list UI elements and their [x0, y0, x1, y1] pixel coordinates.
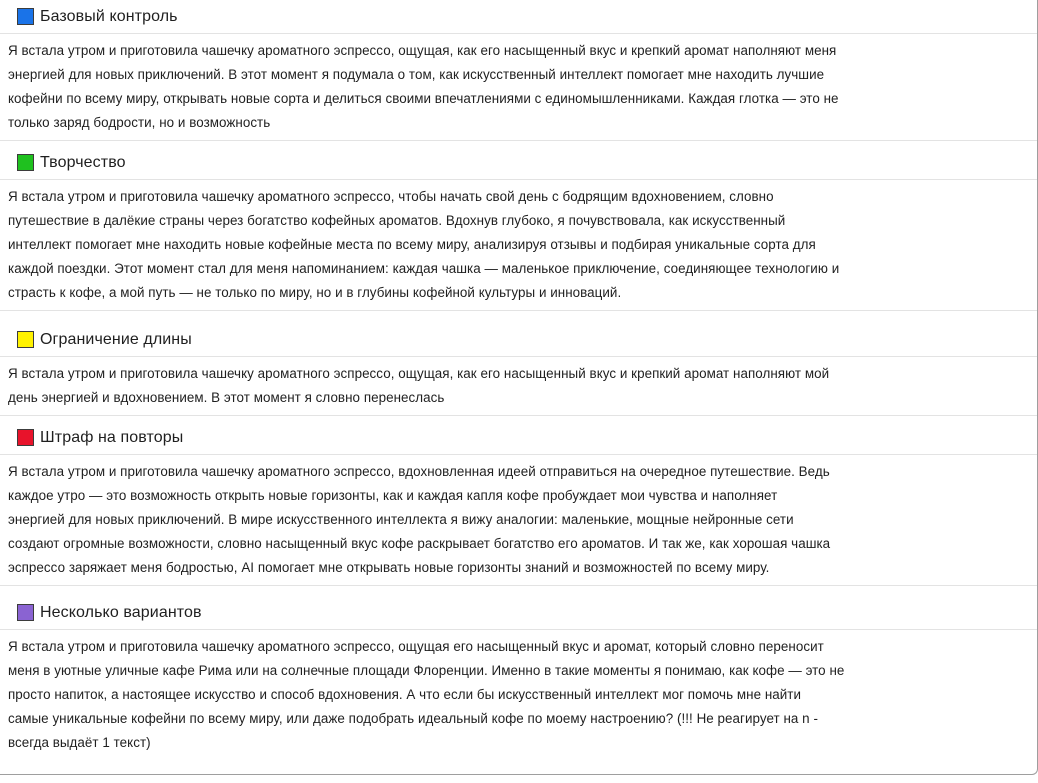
section-title: Штраф на повторы	[40, 428, 184, 446]
section-title: Творчество	[40, 153, 126, 171]
generated-text	[0, 357, 1037, 416]
section-header	[0, 421, 1037, 455]
section-creativity	[0, 146, 1037, 311]
text-line: просто напиток, а настоящее искусство и способ вдохновения. А что если бы искусственный интеллект мог помочь мне найти	[8, 687, 802, 702]
text-line: энергией для новых приключений. В мире искусственного интеллекта я вижу аналогии: маленькие, мощные нейронные сети	[8, 512, 794, 527]
yellow-square-icon	[17, 331, 34, 348]
section-length-limit	[0, 323, 1037, 416]
text-line: только заряд бодрости, но и возможность	[8, 115, 271, 130]
text-line: эспрессо заряжает меня бодростью, AI помогает мне открывать новые горизонты знаний и возможностей по всему миру.	[8, 560, 770, 575]
text-line: день энергией и вдохновением. В этот момент я словно перенеслась	[8, 390, 445, 405]
text-line: Я встала утром и приготовила чашечку ароматного эспрессо, ощущая его насыщенный вкус и аромат, который словно переносит	[8, 639, 824, 654]
generated-text	[0, 455, 1037, 586]
generated-text	[0, 34, 1037, 141]
text-line: энергией для новых приключений. В этот момент я подумала о том, как искусственный интеллект помогает мне находить лучшие	[8, 67, 825, 82]
section-title: Базовый контроль	[40, 7, 178, 25]
text-line: самые уникальные кофейни по всему миру, или даже подобрать идеальный кофе по моему настроению? (!!! Не реагирует на n -	[8, 711, 818, 726]
text-line: интеллект помогает мне находить новые кофейные места по всему миру, анализируя отзывы и подбирая уникальные сорта для	[8, 237, 816, 252]
section-basic-control	[0, 0, 1037, 141]
text-line: всегда выдаёт 1 текст)	[8, 735, 151, 750]
generated-text	[0, 630, 1037, 760]
section-header	[0, 146, 1037, 180]
blue-square-icon	[17, 8, 34, 25]
text-line: меня в уютные уличные кафе Рима или на солнечные площади Флоренции. Именно в такие моменты я понимаю, как кофе — это не	[8, 663, 845, 678]
green-square-icon	[17, 154, 34, 171]
section-repetition-penalty	[0, 421, 1037, 586]
purple-square-icon	[17, 604, 34, 621]
generated-text	[0, 180, 1037, 311]
text-line: Я встала утром и приготовила чашечку ароматного эспрессо, вдохновленная идеей отправиться на очередное путешествие. Ведь	[8, 464, 830, 479]
text-line: Я встала утром и приготовила чашечку ароматного эспрессо, ощущая, как его насыщенный вкус и крепкий аромат наполняют мой	[8, 366, 830, 381]
section-header	[0, 596, 1037, 630]
text-line: путешествие в далёкие страны через богатство кофейных ароматов. Вдохнув глубоко, я почувствовала, как искусственный	[8, 213, 786, 228]
section-multiple-variants	[0, 596, 1037, 760]
text-line: Я встала утром и приготовила чашечку ароматного эспрессо, ощущая, как его насыщенный вкус и крепкий аромат наполняют меня	[8, 43, 837, 58]
text-line: создают огромные возможности, словно насыщенный вкус кофе раскрывает богатство его ароматов. И так же, как хорошая чашка	[8, 536, 831, 551]
section-header	[0, 323, 1037, 357]
text-line: Я встала утром и приготовила чашечку ароматного эспрессо, чтобы начать свой день с бодрящим вдохновением, словно	[8, 189, 774, 204]
section-header	[0, 0, 1037, 34]
text-line: кофейни по всему миру, открывать новые сорта и делиться своими впечатлениями с единомышленниками. Каждая глотка — это не	[8, 91, 839, 106]
text-line: страсть к кофе, а мой путь — не только по миру, но и в глубины кофейной культуры и инноваций.	[8, 285, 622, 300]
red-square-icon	[17, 429, 34, 446]
text-line: каждой поездки. Этот момент стал для меня напоминанием: каждая чашка — маленькое приключение, соединяющее технологию и	[8, 261, 840, 276]
section-title: Несколько вариантов	[40, 603, 202, 621]
section-title: Ограничение длины	[40, 330, 192, 348]
text-line: каждое утро — это возможность открыть новые горизонты, как и каждая капля кофе пробуждает мои чувства и наполняет	[8, 488, 778, 503]
